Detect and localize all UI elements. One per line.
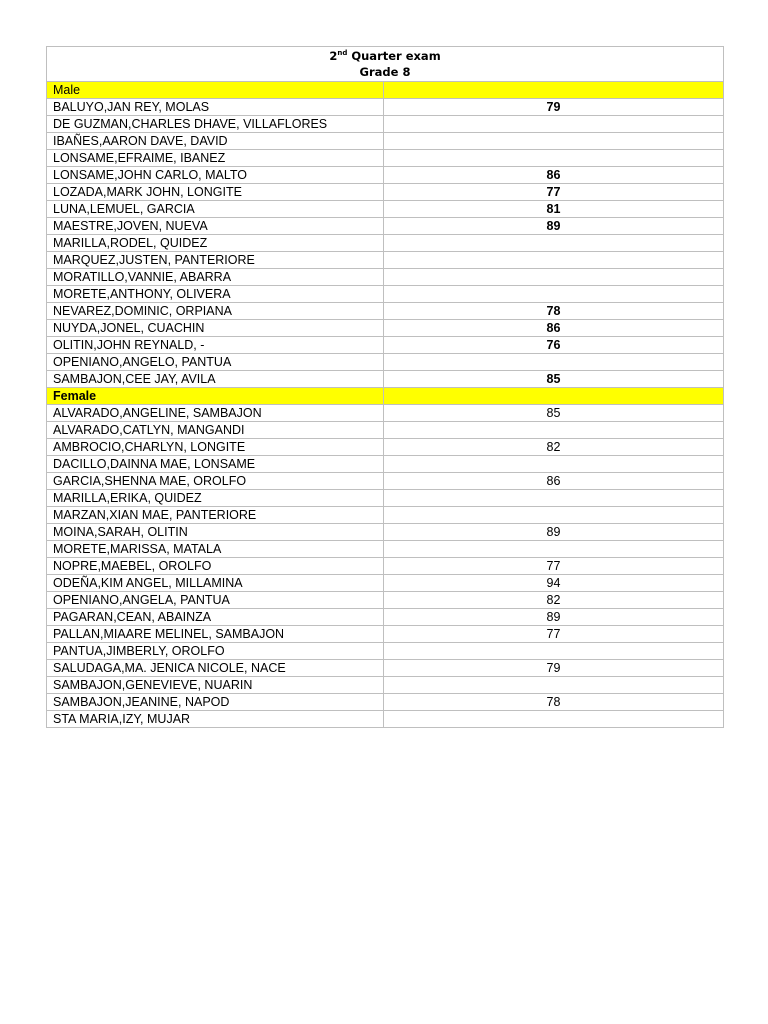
student-score: 86 (384, 473, 724, 490)
section-spacer-male (384, 82, 724, 99)
table-row (47, 592, 724, 609)
table-row (47, 218, 724, 235)
table-row (47, 371, 724, 388)
student-name: IBAÑES,AARON DAVE, DAVID (47, 133, 384, 150)
student-score (384, 269, 724, 286)
quarter-number: 2 (329, 49, 338, 63)
student-name: MAESTRE,JOVEN, NUEVA (47, 218, 384, 235)
student-name: MARILLA,RODEL, QUIDEZ (47, 235, 384, 252)
student-score: 77 (384, 558, 724, 575)
student-score: 86 (384, 320, 724, 337)
grade-level: Grade 8 (359, 65, 411, 79)
student-name: OPENIANO,ANGELA, PANTUA (47, 592, 384, 609)
section-label-female: Female (47, 388, 384, 405)
table-row (47, 609, 724, 626)
student-score (384, 677, 724, 694)
table-row (47, 116, 724, 133)
section-row-female (47, 388, 724, 405)
student-score (384, 150, 724, 167)
student-score (384, 422, 724, 439)
student-score (384, 456, 724, 473)
student-score (384, 252, 724, 269)
student-score: 78 (384, 694, 724, 711)
student-name: MARQUEZ,JUSTEN, PANTERIORE (47, 252, 384, 269)
student-score (384, 116, 724, 133)
table-row (47, 711, 724, 728)
table-row (47, 677, 724, 694)
table-row (47, 422, 724, 439)
table-row (47, 558, 724, 575)
student-score: 79 (384, 660, 724, 677)
exam-title (47, 48, 723, 64)
student-score: 89 (384, 218, 724, 235)
student-name: AMBROCIO,CHARLYN, LONGITE (47, 439, 384, 456)
exam-title-rest: Quarter exam (347, 49, 441, 63)
grade-sheet-table (46, 46, 724, 728)
student-name: SAMBAJON,JEANINE, NAPOD (47, 694, 384, 711)
grade-sheet-body (47, 47, 724, 728)
table-row (47, 99, 724, 116)
student-score: 89 (384, 524, 724, 541)
student-score (384, 490, 724, 507)
table-row (47, 507, 724, 524)
student-name: LONSAME,EFRAIME, IBANEZ (47, 150, 384, 167)
section-row-male (47, 82, 724, 99)
table-row (47, 643, 724, 660)
student-score (384, 286, 724, 303)
table-row (47, 354, 724, 371)
table-row (47, 337, 724, 354)
student-name: DE GUZMAN,CHARLES DHAVE, VILLAFLORES (47, 116, 384, 133)
student-name: MORETE,ANTHONY, OLIVERA (47, 286, 384, 303)
table-row (47, 490, 724, 507)
student-score: 81 (384, 201, 724, 218)
student-score (384, 711, 724, 728)
student-name: NUYDA,JONEL, CUACHIN (47, 320, 384, 337)
student-name: MORATILLO,VANNIE, ABARRA (47, 269, 384, 286)
student-name: SALUDAGA,MA. JENICA NICOLE, NACE (47, 660, 384, 677)
section-label-male: Male (47, 82, 384, 99)
table-row (47, 320, 724, 337)
student-name: LONSAME,JOHN CARLO, MALTO (47, 167, 384, 184)
table-row (47, 133, 724, 150)
table-row (47, 405, 724, 422)
table-row (47, 303, 724, 320)
student-name: NEVAREZ,DOMINIC, ORPIANA (47, 303, 384, 320)
student-score: 85 (384, 405, 724, 422)
student-name: LOZADA,MARK JOHN, LONGITE (47, 184, 384, 201)
student-name: PAGARAN,CEAN, ABAINZA (47, 609, 384, 626)
student-name: MORETE,MARISSA, MATALA (47, 541, 384, 558)
table-row (47, 575, 724, 592)
student-score: 77 (384, 184, 724, 201)
student-name: ODEÑA,KIM ANGEL, MILLAMINA (47, 575, 384, 592)
student-score: 86 (384, 167, 724, 184)
student-score: 89 (384, 609, 724, 626)
table-row (47, 439, 724, 456)
student-name: OPENIANO,ANGELO, PANTUA (47, 354, 384, 371)
student-name: DACILLO,DAINNA MAE, LONSAME (47, 456, 384, 473)
table-row (47, 150, 724, 167)
student-score (384, 235, 724, 252)
student-name: SAMBAJON,CEE JAY, AVILA (47, 371, 384, 388)
student-name: ALVARADO,ANGELINE, SAMBAJON (47, 405, 384, 422)
student-name: MARZAN,XIAN MAE, PANTERIORE (47, 507, 384, 524)
table-row (47, 473, 724, 490)
student-name: ALVARADO,CATLYN, MANGANDI (47, 422, 384, 439)
student-name: BALUYO,JAN REY, MOLAS (47, 99, 384, 116)
table-row (47, 694, 724, 711)
student-score (384, 541, 724, 558)
student-score: 79 (384, 99, 724, 116)
student-name: OLITIN,JOHN REYNALD, - (47, 337, 384, 354)
student-name: PALLAN,MIAARE MELINEL, SAMBAJON (47, 626, 384, 643)
student-name: LUNA,LEMUEL, GARCIA (47, 201, 384, 218)
section-spacer-female (384, 388, 724, 405)
quarter-ordinal-suffix: nd (337, 49, 348, 58)
student-score: 77 (384, 626, 724, 643)
table-row (47, 269, 724, 286)
student-score: 82 (384, 592, 724, 609)
table-row (47, 167, 724, 184)
student-name: NOPRE,MAEBEL, OROLFO (47, 558, 384, 575)
table-row (47, 184, 724, 201)
header-row (47, 47, 724, 82)
student-name: MOINA,SARAH, OLITIN (47, 524, 384, 541)
table-row (47, 660, 724, 677)
table-row (47, 456, 724, 473)
student-score (384, 643, 724, 660)
student-name: STA MARIA,IZY, MUJAR (47, 711, 384, 728)
table-row (47, 524, 724, 541)
student-score: 85 (384, 371, 724, 388)
table-row (47, 626, 724, 643)
student-score: 82 (384, 439, 724, 456)
table-row (47, 235, 724, 252)
table-row (47, 541, 724, 558)
student-score (384, 507, 724, 524)
student-name: PANTUA,JIMBERLY, OROLFO (47, 643, 384, 660)
table-row (47, 252, 724, 269)
student-name: MARILLA,ERIKA, QUIDEZ (47, 490, 384, 507)
table-row (47, 286, 724, 303)
student-score (384, 133, 724, 150)
table-row (47, 201, 724, 218)
student-score: 94 (384, 575, 724, 592)
student-name: SAMBAJON,GENEVIEVE, NUARIN (47, 677, 384, 694)
student-score: 76 (384, 337, 724, 354)
student-name: GARCIA,SHENNA MAE, OROLFO (47, 473, 384, 490)
student-score (384, 354, 724, 371)
student-score: 78 (384, 303, 724, 320)
exam-header (47, 47, 724, 82)
